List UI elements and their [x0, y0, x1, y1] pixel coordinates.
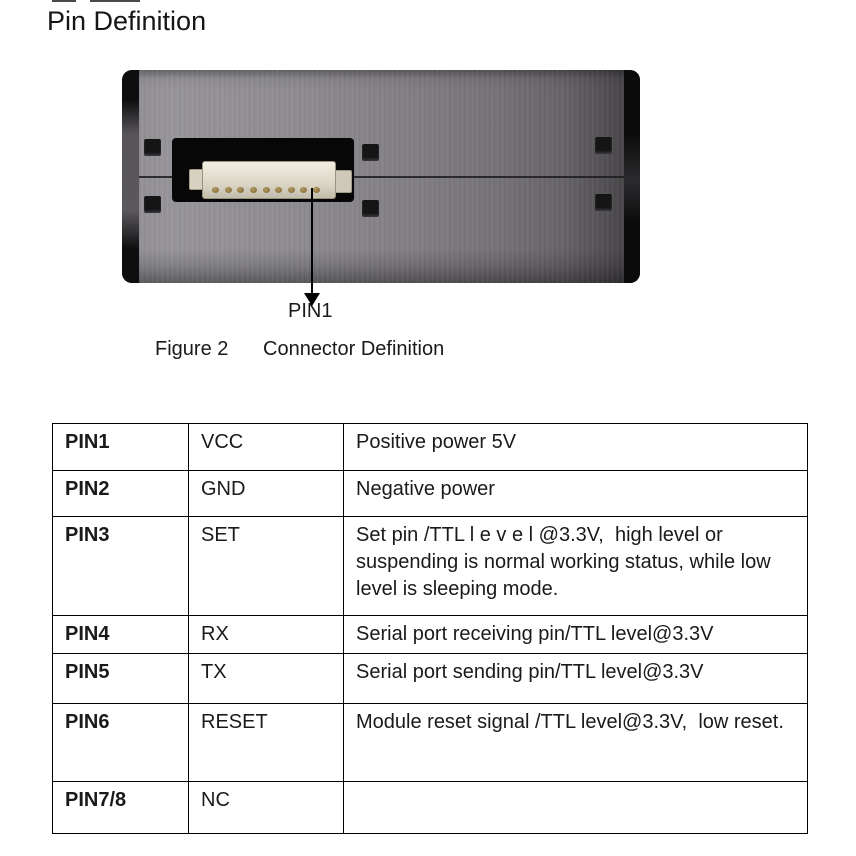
table-row: [53, 704, 808, 782]
signal-name-cell: VCC: [189, 424, 344, 471]
mount-hole: [144, 139, 161, 156]
description-cell: Negative power: [344, 471, 808, 517]
connector-pin-dot: [300, 187, 307, 193]
pin-number-cell: PIN3: [53, 517, 189, 616]
pin1-arrow-head: [304, 293, 320, 306]
pin1-pointer-label: PIN1: [288, 300, 333, 322]
mount-hole: [144, 196, 161, 213]
device-right-bevel: [624, 70, 640, 283]
signal-name-cell: SET: [189, 517, 344, 616]
mount-hole: [595, 194, 612, 211]
mount-hole: [362, 144, 379, 161]
signal-name-cell: TX: [189, 654, 344, 704]
connector-socket: [202, 161, 336, 199]
connector-pin-dot: [225, 187, 232, 193]
connector-pin-dot: [313, 187, 320, 193]
connector-pin-dot: [275, 187, 282, 193]
description-cell: Positive power 5V: [344, 424, 808, 471]
top-edge-text-artifact: [52, 0, 76, 2]
mount-hole: [362, 200, 379, 217]
connector-pin-dot: [212, 187, 219, 193]
pin-number-cell: PIN6: [53, 704, 189, 782]
pin-definition-table: [52, 423, 808, 834]
signal-name-cell: GND: [189, 471, 344, 517]
signal-name-cell: RX: [189, 616, 344, 654]
connector-pin-dot: [263, 187, 270, 193]
signal-name-cell: RESET: [189, 704, 344, 782]
figure-caption-title: Connector Definition: [263, 338, 445, 360]
table-row: [53, 616, 808, 654]
connector-pin-dot: [250, 187, 257, 193]
table-row: [53, 424, 808, 471]
description-cell: [344, 782, 808, 834]
table-row: [53, 654, 808, 704]
pin-number-cell: PIN1: [53, 424, 189, 471]
pin-number-cell: PIN2: [53, 471, 189, 517]
pin-table-body: [53, 424, 808, 834]
description-cell: Set pin /TTL l e v e l @3.3V, high level or suspending is normal working status, while low level is sleeping mode.: [344, 517, 808, 616]
device-left-bevel: [122, 70, 139, 283]
mount-hole: [595, 137, 612, 154]
table-row: [53, 517, 808, 616]
figure-caption-number: Figure 2: [155, 338, 229, 360]
description-cell: Serial port receiving pin/TTL level@3.3V: [344, 616, 808, 654]
connector-pin-row: [212, 187, 320, 193]
connector-module-photo: [122, 70, 640, 283]
description-cell: Serial port sending pin/TTL level@3.3V: [344, 654, 808, 704]
page-title: Pin Definition: [47, 6, 207, 36]
pin-number-cell: PIN7/8: [53, 782, 189, 834]
pin1-arrow-line: [311, 188, 313, 295]
signal-name-cell: NC: [189, 782, 344, 834]
table-row: [53, 782, 808, 834]
table-row: [53, 471, 808, 517]
pin-number-cell: PIN5: [53, 654, 189, 704]
connector-pin-dot: [237, 187, 244, 193]
connector-pin-dot: [288, 187, 295, 193]
description-cell: Module reset signal /TTL level@3.3V, low reset.: [344, 704, 808, 782]
top-edge-text-artifact: [90, 0, 140, 2]
pin-number-cell: PIN4: [53, 616, 189, 654]
